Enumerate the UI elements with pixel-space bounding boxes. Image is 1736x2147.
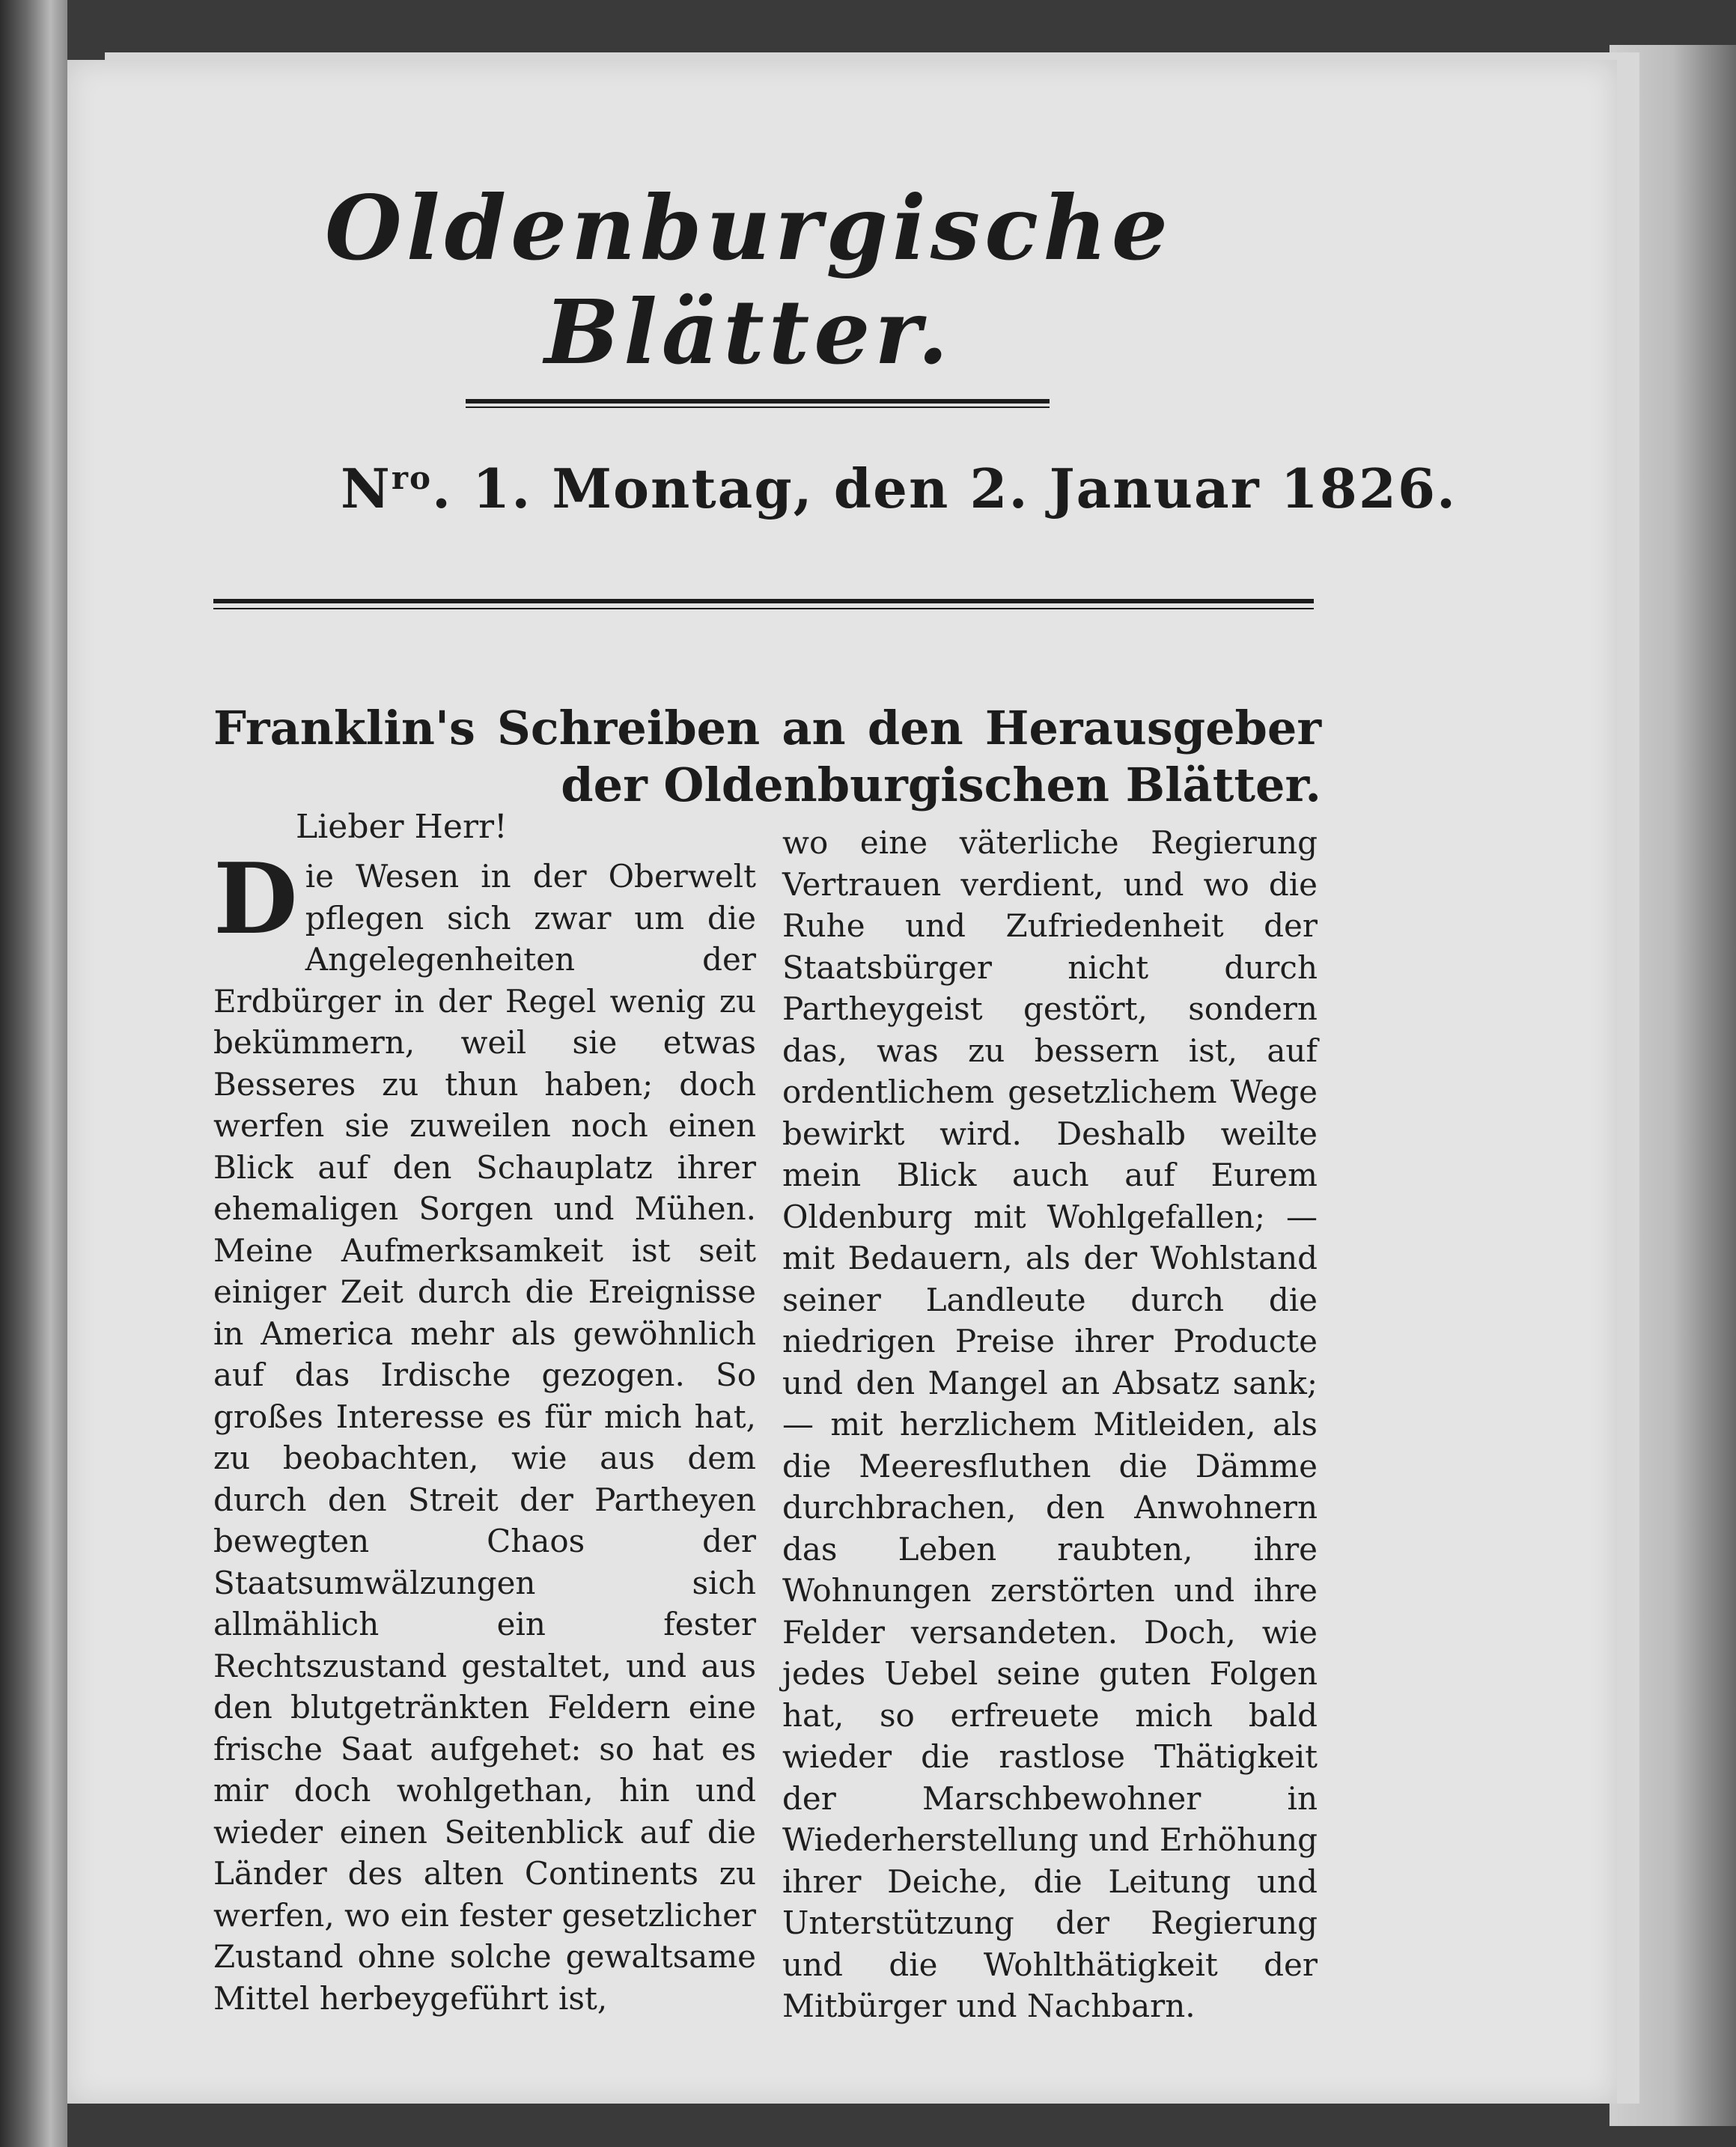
drop-cap: D	[213, 841, 298, 956]
masthead-title: Oldenburgische Blätter.	[325, 176, 1172, 384]
issue-rule	[213, 599, 1314, 603]
article-column-right	[782, 822, 1318, 2027]
article-paragraph-left	[213, 841, 756, 2019]
issue-date: . 1. Montag, den 2. Januar 1826.	[431, 457, 1458, 520]
issue-line	[341, 457, 1458, 520]
issue-rule-thin	[213, 608, 1314, 609]
issue-number-sup: ro	[391, 460, 432, 496]
left-column-text: ie Wesen in der Oberwelt pflegen sich zwar um die Angelegenheiten der Erdbürger in der Regel wenig zu bekümmern, weil sie etwas Besseres zu thun haben; doch werfen sie zuweilen noch einen Blick auf den Schauplatz ihrer ehemaligen Sorgen und Mühen. Meine Aufmerksamkeit ist seit einiger Zeit durch die Ereignisse in America mehr als gewöhnlich auf das Irdische gezogen. So großes Interesse es für mich hat, zu beobachten, wie aus dem durch den Streit der Partheyen bewegten Chaos der Staatsumwälzungen sich allmählich ein fester Rechtszustand gestaltet, und aus den blutgetränkten Feldern eine frische Saat aufgehet: so hat es mir doch wohlgethan, hin und wieder einen Seitenblick auf die Länder des alten Continents zu werfen, wo ein fester gesetzlicher Zustand ohne solche gewaltsame Mittel herbeygeführt ist,	[213, 858, 756, 2017]
right-column-text: wo eine väterliche Regierung Vertrauen verdient, und wo die Ruhe und Zufriedenheit der Staatsbürger nicht durch Partheygeist gestört, sondern das, was zu bessern ist, auf ordentlichem gesetzlichem Wege bewirkt wird. Deshalb weilte mein Blick auch auf Eurem Oldenburg mit Wohlgefallen; — mit Bedauern, als der Wohlstand seiner Landleute durch die niedrigen Preise ihrer Producte und den Mangel an Absatz sank; — mit herzlichem Mitleiden, als die Meeresfluthen die Dämme durchbrachen, den Anwohnern das Leben raubten, ihre Wohnungen zerstörten und ihre Felder versandeten. Doch, wie jedes Uebel seine guten Folgen hat, so erfreuete mich bald wieder die rastlose Thätigkeit der Marschbewohner in Wiederherstellung und Erhöhung ihrer Deiche, die Leitung und Unterstützung der Regierung und die Wohlthätigkeit der Mitbürger und Nachbarn.	[782, 824, 1318, 2024]
masthead-rule	[466, 399, 1050, 403]
article-column-left	[213, 805, 756, 2019]
issue-number-prefix: N	[341, 457, 392, 520]
article-salutation: Lieber Herr!	[296, 808, 508, 846]
masthead-rule-thin	[466, 406, 1050, 408]
article-headline: Franklin's Schreiben an den Herausgeber der Oldenburgischen Blätter.	[213, 701, 1321, 812]
book-spine-edge	[0, 0, 67, 2147]
